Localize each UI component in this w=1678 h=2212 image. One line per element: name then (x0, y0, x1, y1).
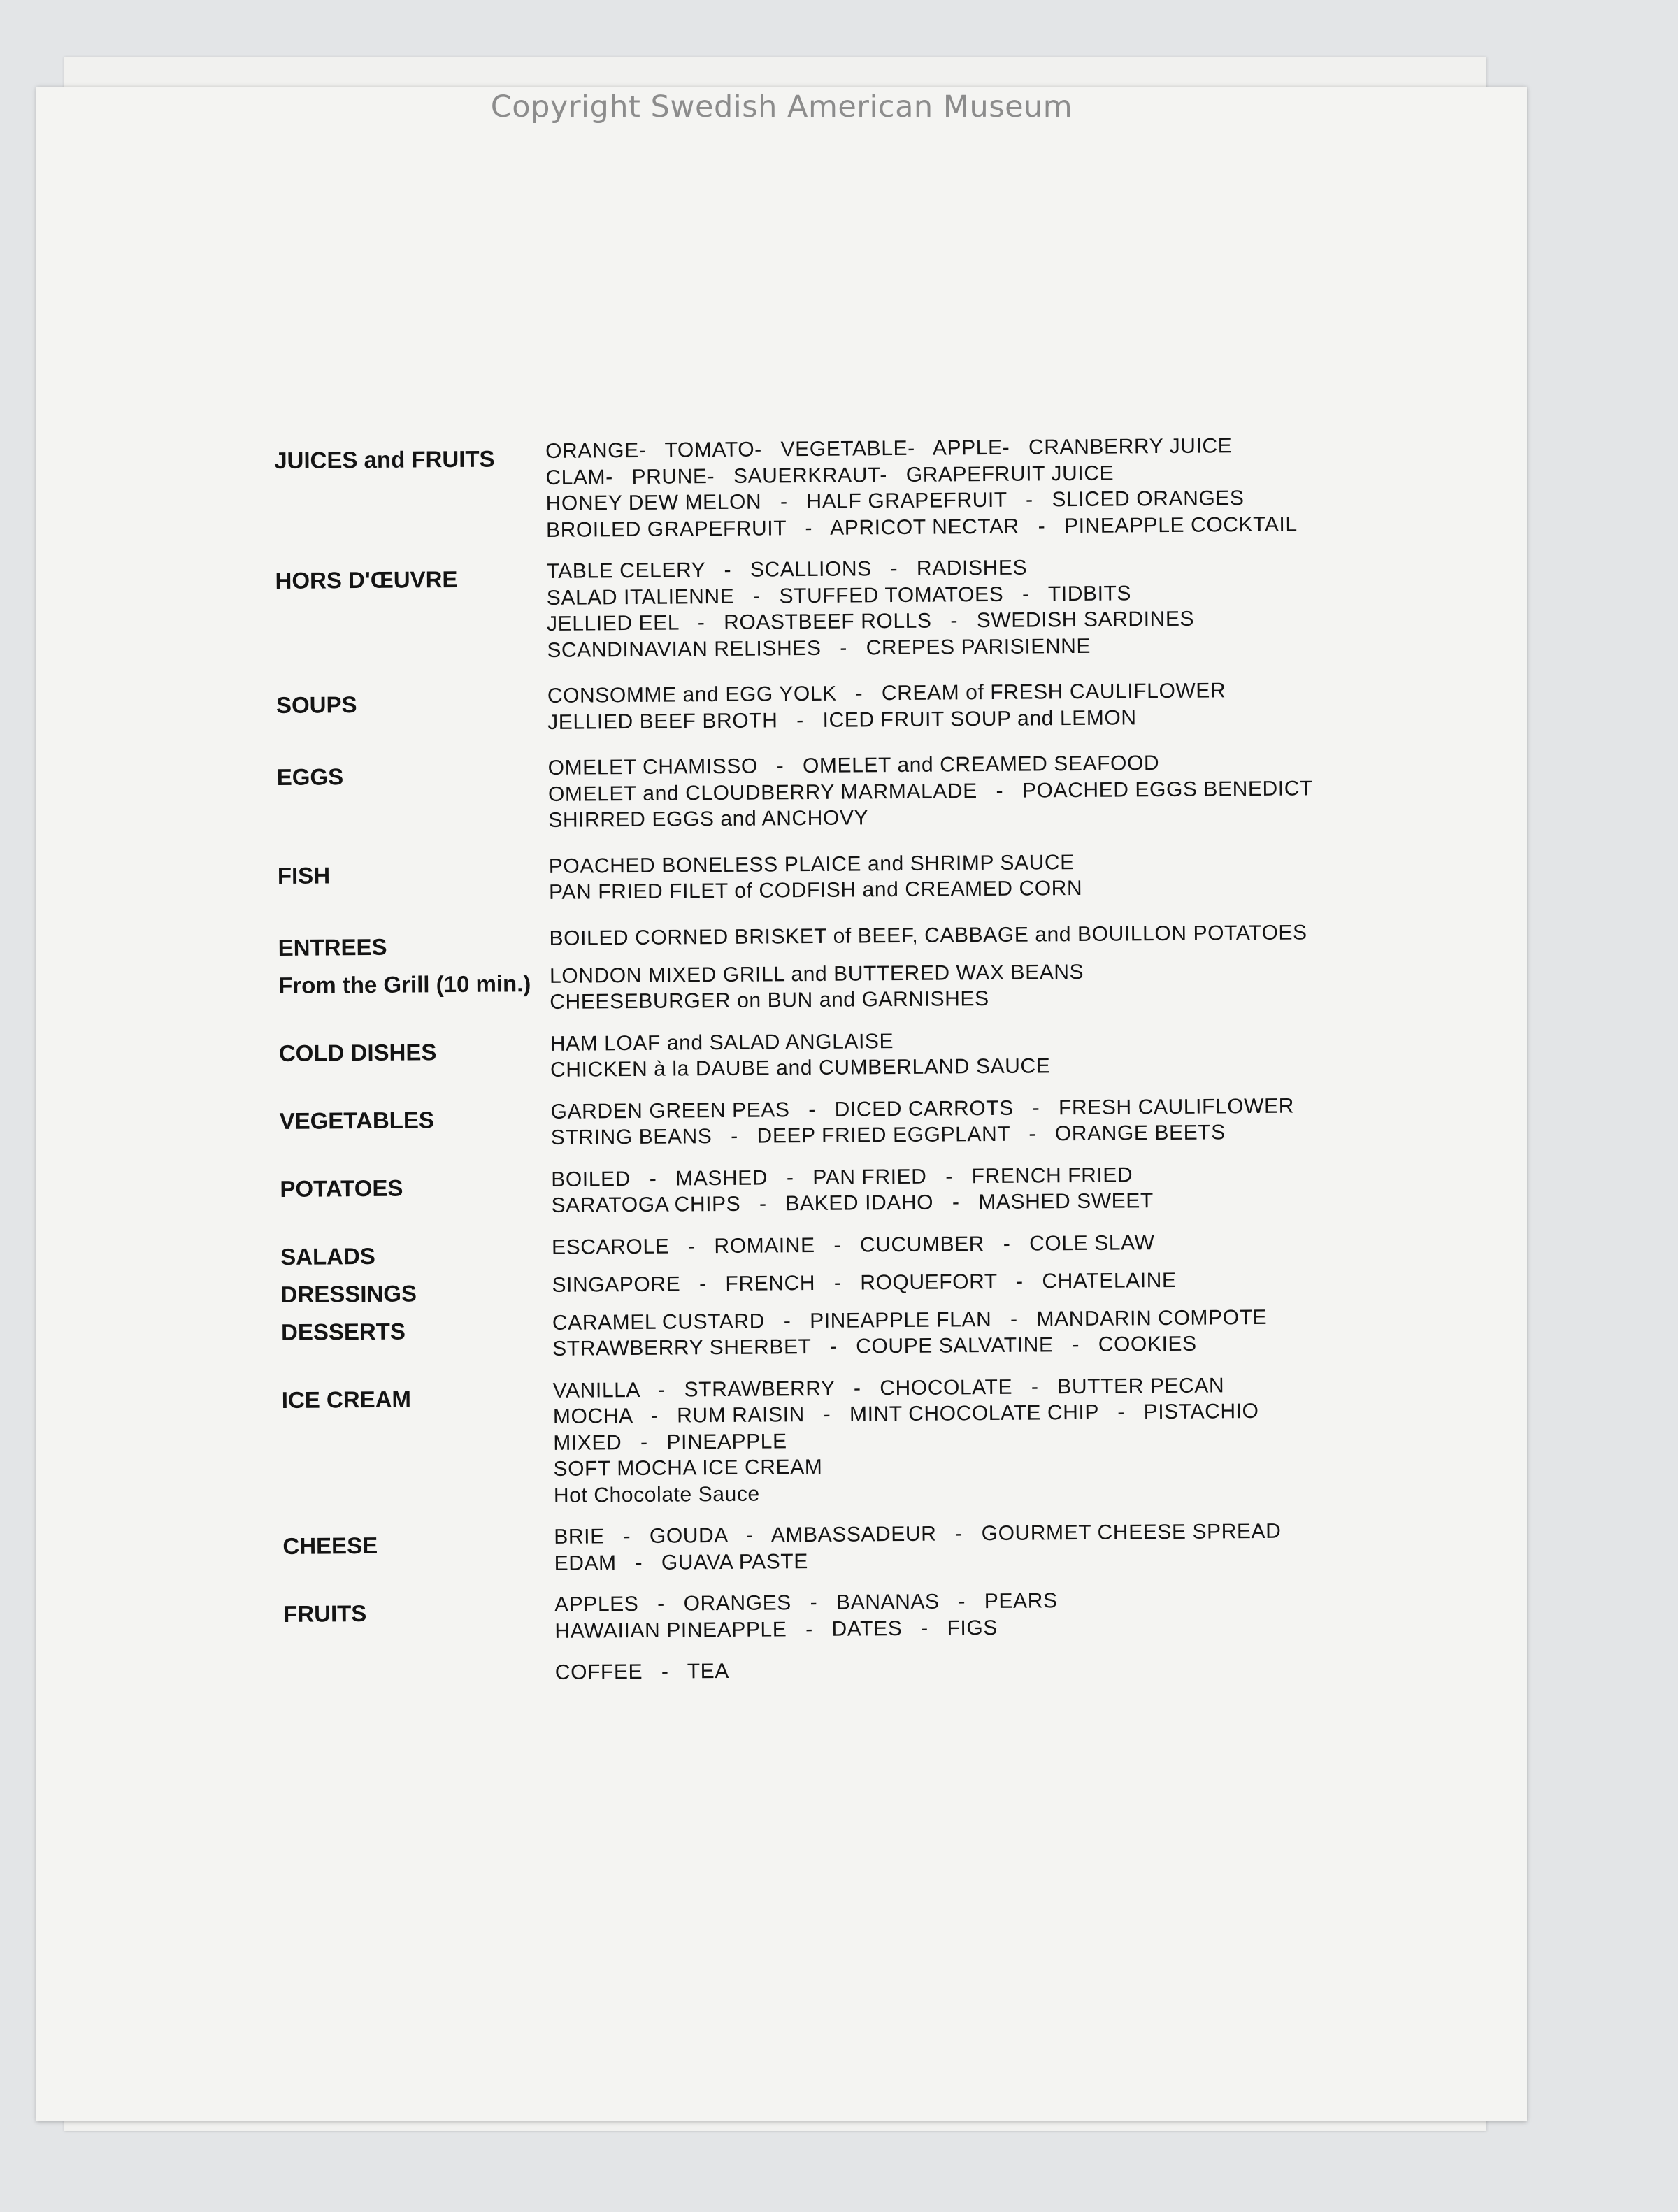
item-line: MOCHA - RUM RAISIN - MINT CHOCOLATE CHIP - PISTACHIO (552, 1399, 1259, 1428)
item-line: CARAMEL CUSTARD - PINEAPPLE FLAN - MANDARIN COMPOTE (552, 1305, 1268, 1335)
item-line: BRIE - GOUDA - AMBASSADEUR - GOURMET CHEESE SPREAD (554, 1519, 1282, 1549)
item-line: SARATOGA CHIPS - BAKED IDAHO - MASHED SWEET (551, 1189, 1154, 1217)
copyright-watermark: Copyright Swedish American Museum (490, 89, 1073, 124)
section-hors-doeuvre (275, 552, 1338, 666)
item-line: TABLE CELERY - SCALLIONS - RADISHES (546, 556, 1028, 583)
section-fish (278, 847, 1341, 908)
item-list (552, 1266, 1343, 1298)
item-list (550, 957, 1342, 1016)
item-line: SCANDINAVIAN RELISHES - CREPES PARISIENNE (547, 634, 1091, 662)
item-line: SINGAPORE - FRENCH - ROQUEFORT - CHATELAINE (552, 1268, 1177, 1297)
item-list (547, 677, 1340, 735)
section-eggs (277, 749, 1340, 835)
item-line: LONDON MIXED GRILL and BUTTERED WAX BEANS (549, 960, 1084, 988)
item-line: HAM LOAF and SALAD ANGLAISE (550, 1029, 894, 1056)
item-line: HONEY DEW MELON - HALF GRAPEFRUIT - SLICED ORANGES (545, 487, 1245, 515)
item-line: SALAD ITALIENNE - STUFFED TOMATOES - TIDBITS (546, 581, 1132, 610)
item-list (554, 1518, 1346, 1577)
category-label: CHEESE (282, 1532, 378, 1559)
category-label: DESSERTS (280, 1318, 406, 1345)
item-line: CONSOMME and EGG YOLK - CREAM of FRESH CAULIFLOWER (547, 679, 1226, 708)
item-line: STRAWBERRY SHERBET - COUPE SALVATINE - COOKIES (552, 1332, 1197, 1360)
section-cold-dishes (279, 1025, 1342, 1086)
item-list (546, 552, 1338, 663)
section-from-the-grill (278, 957, 1342, 1018)
item-line: OMELET CHAMISSO - OMELET and CREAMED SEAFOOD (547, 752, 1160, 780)
menu-content (274, 432, 1347, 1688)
section-vegetables (279, 1093, 1342, 1154)
item-list (545, 432, 1338, 543)
item-line: JELLIED BEEF BROTH - ICED FRUIT SOUP and LEMON (547, 705, 1137, 734)
item-line: BOILED CORNED BRISKET of BEEF, CABBAGE and BOUILLON POTATOES (549, 920, 1307, 950)
item-line: CLAM- PRUNE- SAUERKRAUT- GRAPEFRUIT JUICE (545, 461, 1114, 489)
item-list (549, 919, 1340, 951)
section-entrees (278, 919, 1340, 961)
item-line: CHICKEN à la DAUBE and CUMBERLAND SAUCE (550, 1054, 1051, 1082)
item-line: GARDEN GREEN PEAS - DICED CARROTS - FRESH CAULIFLOWER (550, 1094, 1295, 1123)
item-list (551, 1161, 1343, 1219)
item-list (548, 749, 1340, 833)
category-label: EGGS (276, 763, 344, 790)
category-label: SALADS (280, 1242, 375, 1270)
item-line: POACHED BONELESS PLAICE and SHRIMP SAUCE (548, 850, 1075, 878)
section-juices-and-fruits (274, 432, 1338, 545)
beverages-line: COFFEE - TEA (554, 1659, 730, 1684)
item-line: ORANGE- TOMATO- VEGETABLE- APPLE- CRANBERRY JUICE (545, 434, 1233, 463)
category-label: ENTREES (278, 933, 387, 961)
item-line: EDAM - GUAVA PASTE (554, 1549, 809, 1575)
item-line: Hot Chocolate Sauce (553, 1482, 760, 1507)
item-list (549, 847, 1341, 906)
item-list (550, 1025, 1342, 1084)
category-label: JUICES and FRUITS (274, 445, 495, 473)
section-fruits (283, 1586, 1347, 1646)
item-line: STRING BEANS - DEEP FRIED EGGPLANT - ORANGE BEETS (550, 1121, 1226, 1149)
section-ice-cream (282, 1372, 1345, 1511)
section-salads (280, 1228, 1343, 1270)
item-list (554, 1586, 1347, 1644)
category-label: HORS D'ŒUVRE (275, 566, 458, 594)
category-spacer (284, 1660, 555, 1669)
item-line: APPLES - ORANGES - BANANAS - PEARS (554, 1589, 1058, 1616)
item-line: JELLIED EEL - ROASTBEEF ROLLS - SWEDISH SARDINES (546, 607, 1195, 635)
item-list (550, 1093, 1342, 1151)
item-line: OMELET and CLOUDBERRY MARMALADE - POACHED EGGS BENEDICT (547, 776, 1314, 806)
category-label: FISH (277, 861, 331, 889)
section-soups (276, 677, 1340, 738)
item-line: ESCAROLE - ROMAINE - CUCUMBER - COLE SLAW (551, 1230, 1155, 1259)
item-line: SOFT MOCHA ICE CREAM (553, 1455, 823, 1481)
section-desserts (281, 1304, 1344, 1365)
item-line: CHEESEBURGER on BUN and GARNISHES (550, 986, 989, 1014)
item-line: PAN FRIED FILET of CODFISH and CREAMED CORN (548, 876, 1083, 904)
item-list (552, 1228, 1343, 1261)
item-line: MIXED - PINEAPPLE (553, 1429, 787, 1455)
item-line: BOILED - MASHED - PAN FRIED - FRENCH FRIED (551, 1163, 1133, 1191)
category-label: VEGETABLES (279, 1106, 435, 1134)
category-label: From the Grill (10 min.) (278, 970, 531, 998)
item-list (552, 1304, 1344, 1363)
section-potatoes (280, 1161, 1343, 1221)
category-label: COLD DISHES (278, 1038, 437, 1066)
item-line: VANILLA - STRAWBERRY - CHOCOLATE - BUTTER PECAN (552, 1373, 1225, 1402)
item-line: SHIRRED EGGS and ANCHOVY (548, 806, 869, 832)
category-label: POTATOES (280, 1175, 403, 1202)
category-label: FRUITS (283, 1600, 367, 1627)
item-line: BROILED GRAPEFRUIT - APRICOT NECTAR - PINEAPPLE COCKTAIL (545, 512, 1298, 542)
category-label: SOUPS (275, 691, 357, 718)
section-dressings (280, 1266, 1343, 1308)
item-list (553, 1372, 1345, 1509)
item-line: HAWAIIAN PINEAPPLE - DATES - FIGS (554, 1616, 998, 1643)
category-label: DRESSINGS (280, 1279, 417, 1307)
section-cheese (282, 1518, 1346, 1579)
category-label: ICE CREAM (281, 1386, 412, 1413)
